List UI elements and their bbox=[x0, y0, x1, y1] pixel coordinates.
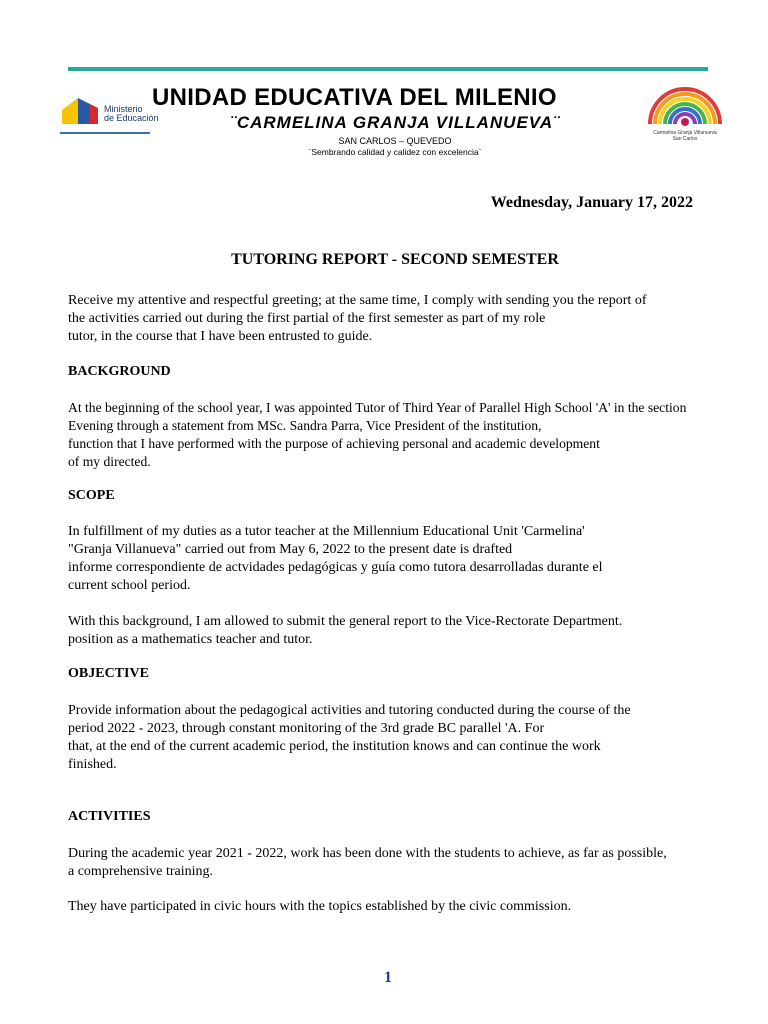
header-rule bbox=[68, 67, 708, 71]
scope-heading: SCOPE bbox=[68, 488, 115, 503]
ministry-line-1: Ministerio bbox=[104, 104, 143, 114]
school-location: SAN CARLOS – QUEVEDO bbox=[338, 136, 452, 146]
activities-heading: ACTIVITIES bbox=[68, 809, 151, 824]
page-number: 1 bbox=[384, 969, 392, 986]
ministry-logo bbox=[60, 88, 160, 132]
school-name: UNIDAD EDUCATIVA DEL MILENIO bbox=[152, 84, 557, 111]
activities-paragraph: During the academic year 2021 - 2022, work has been done with the students to achieve, as far as possible, a comprehensive training. bbox=[68, 846, 667, 879]
letterhead bbox=[0, 80, 768, 160]
ministry-underline bbox=[60, 132, 150, 134]
school-motto: ¨Sembrando calidad y calidez con excelencia¨ bbox=[308, 147, 482, 157]
scope-paragraph: In fulfillment of my duties as a tutor teacher at the Millennium Educational Unit 'Carmelina' "Granja Villanueva" carried out from May 6, 2022 to the present date is drafted informe correspondiente de actvidades pedagógicas y guía como tutora desarrolladas durante el current school period. bbox=[68, 524, 603, 593]
intro-paragraph: Receive my attentive and respectful greeting; at the same time, I comply with sending you the report of the activities carried out during the first partial of the first semester as part of my role tutor, in the course that I have been entrusted to guide. bbox=[68, 293, 647, 344]
objective-paragraph: Provide information about the pedagogical activities and tutoring conducted during the course of the period 2022 - 2023, through constant monitoring of the 3rd grade BC parallel 'A. For that, at the end of the current academic period, the institution knows and can continue the work finished. bbox=[68, 703, 631, 772]
school-subtitle: ¨CARMELINA GRANJA VILLANUEVA¨ bbox=[230, 113, 560, 132]
background-heading: BACKGROUND bbox=[68, 364, 171, 379]
scope-paragraph-2: With this background, I am allowed to submit the general report to the Vice-Rectorate Department. position as a mathematics teacher and tutor. bbox=[68, 614, 623, 647]
logo-caption-2: San Carlos bbox=[672, 136, 698, 142]
report-date: Wednesday, January 17, 2022 bbox=[490, 194, 693, 211]
ministry-flag-icon bbox=[60, 96, 100, 126]
ministry-line-2: de Educación bbox=[104, 113, 159, 123]
objective-heading: OBJECTIVE bbox=[68, 666, 149, 681]
logo-caption-1: Carmelina Granja Villanueva bbox=[653, 130, 717, 136]
report-title: TUTORING REPORT - SECOND SEMESTER bbox=[231, 251, 559, 268]
rainbow-emblem-icon bbox=[640, 84, 730, 130]
institution-logo bbox=[640, 84, 730, 154]
background-paragraph: At the beginning of the school year, I was appointed Tutor of Third Year of Parallel High School 'A' in the section Evening through a statement from MSc. Sandra Parra, Vice President of the institution, function that I have performed with the purpose of achieving personal and academic development of my directed. bbox=[68, 400, 687, 469]
activities-paragraph-2: They have participated in civic hours with the topics established by the civic commission. bbox=[68, 899, 572, 914]
